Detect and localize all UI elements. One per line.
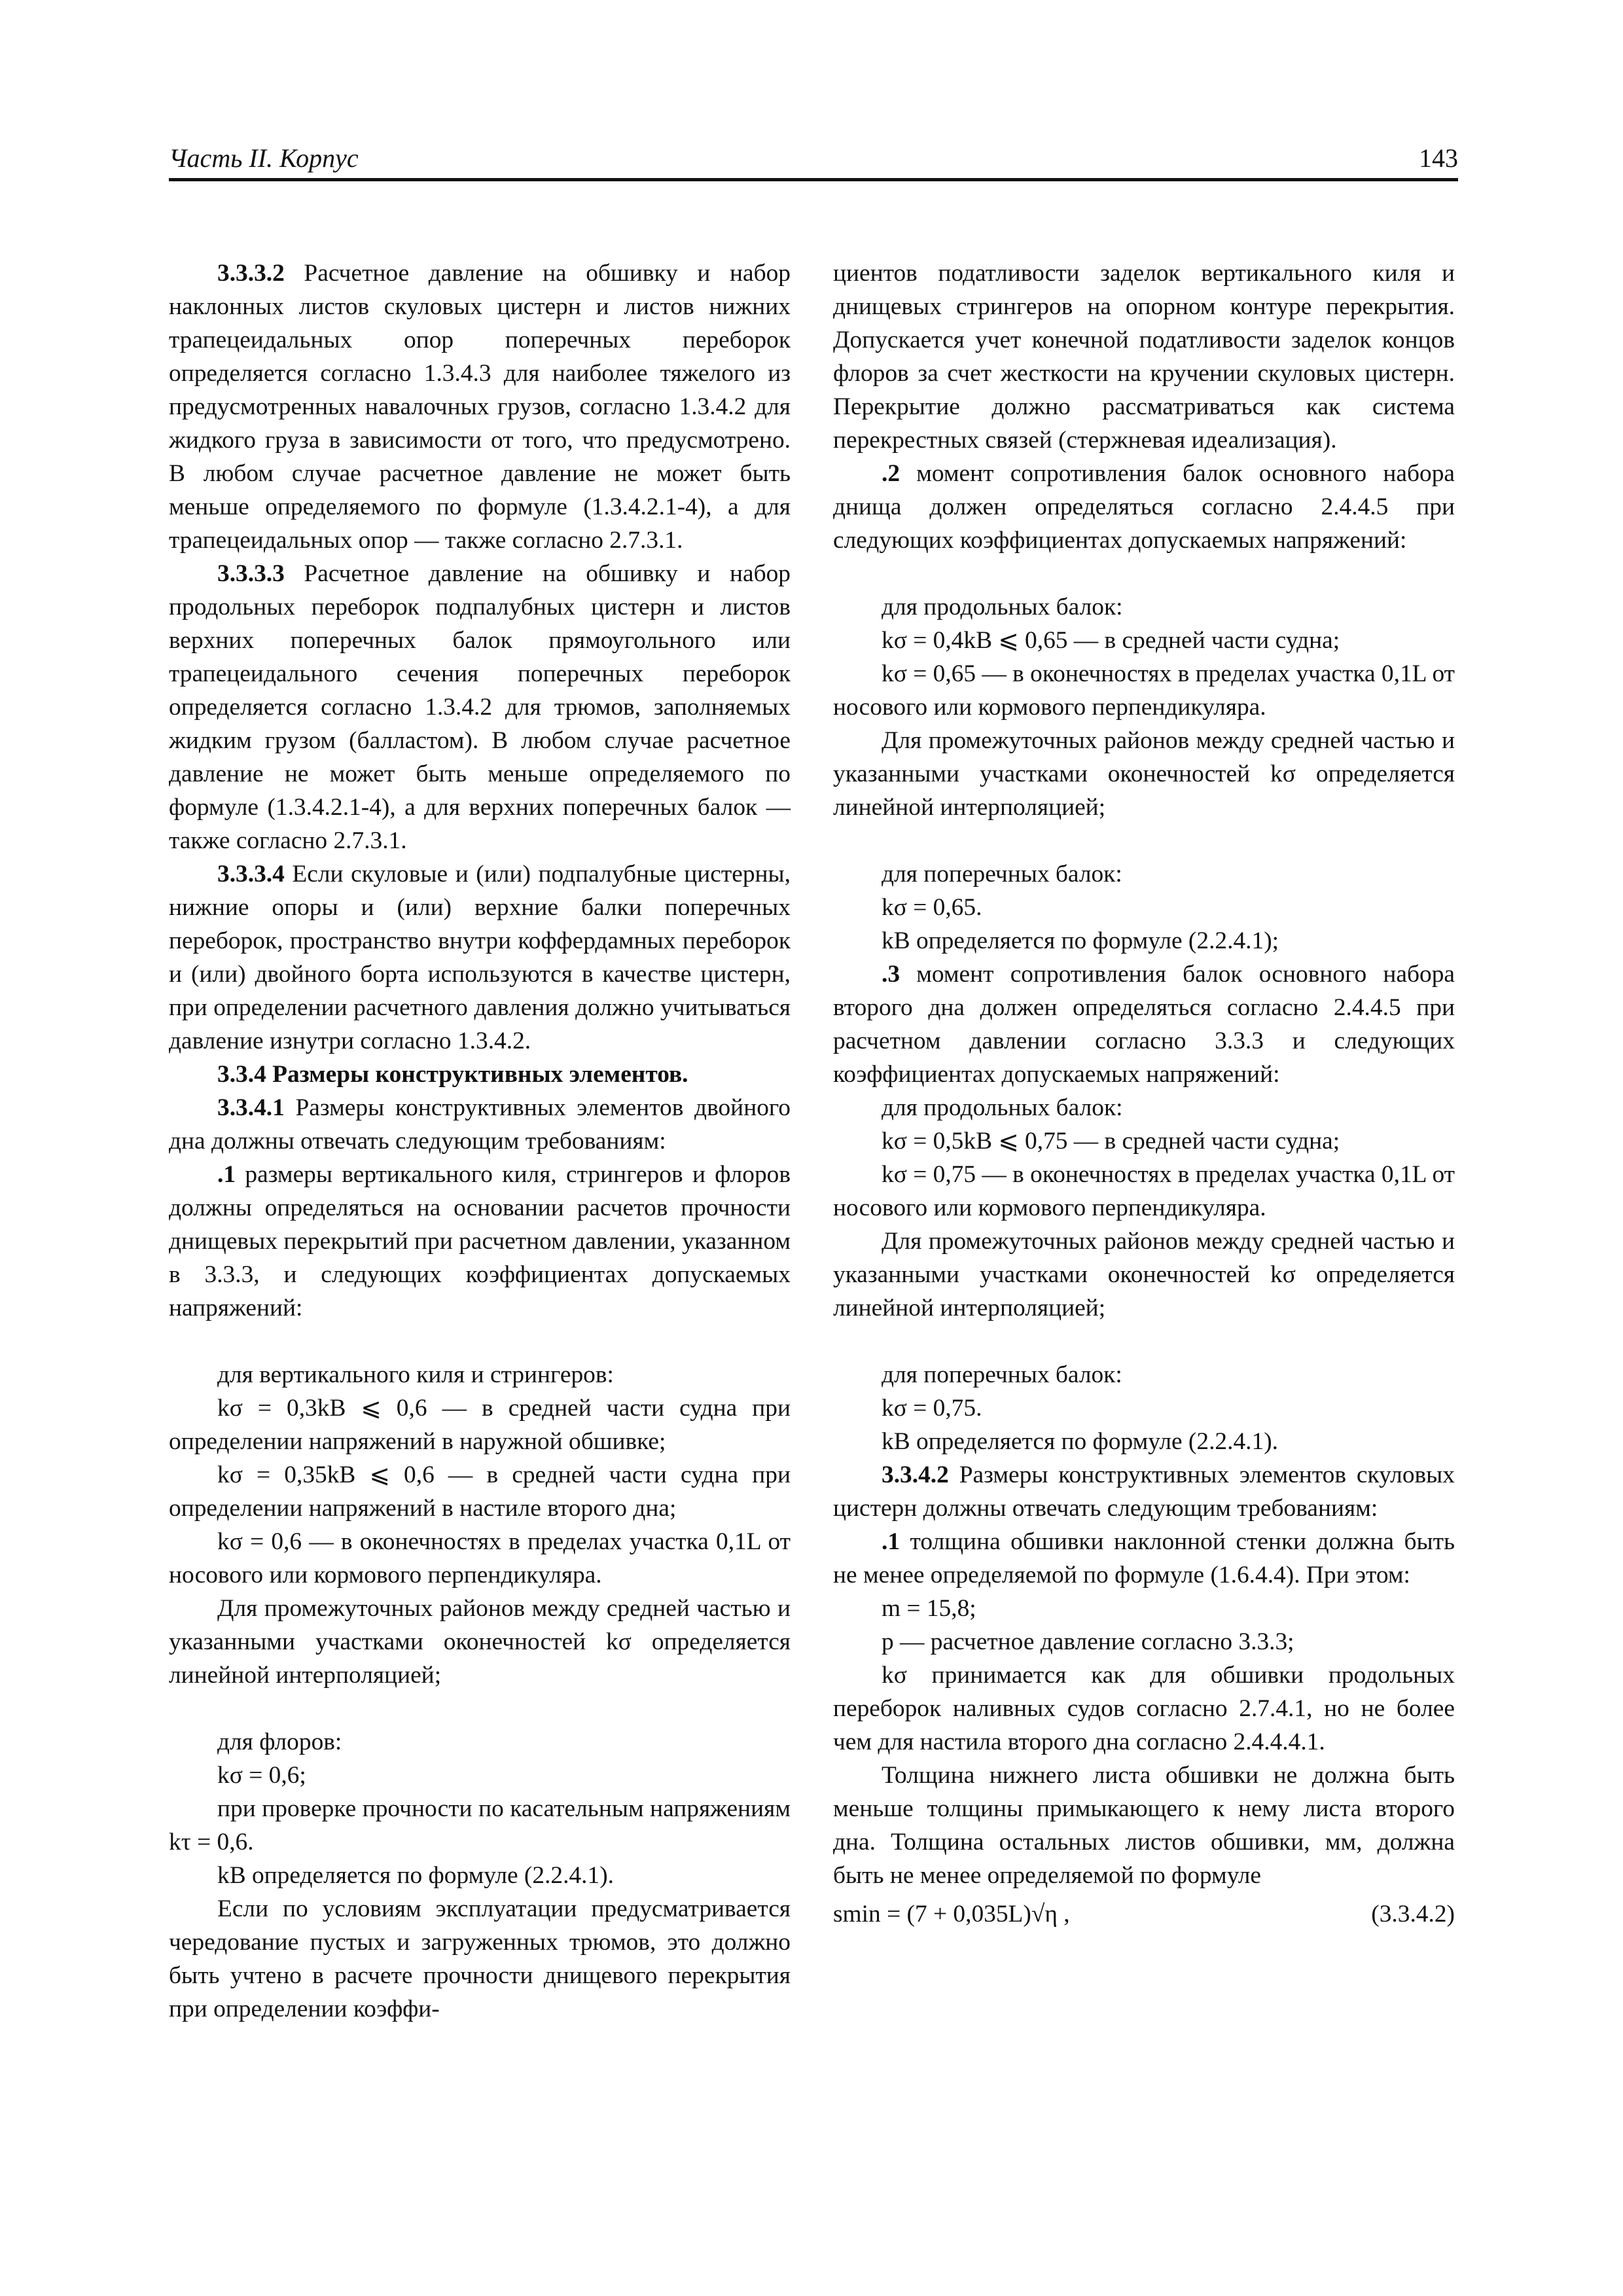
- paragraph-text: Для промежуточных районов между средней частью и указанными участками оконечностей kσ определяется линейной интерполяцией;: [833, 727, 1455, 821]
- paragraph: [169, 1792, 791, 1859]
- paragraph: [169, 1091, 791, 1158]
- formula-expression: smin = (7 + 0,035L)√η ,: [833, 1901, 1070, 1928]
- paragraph-text: kσ = 0,75 — в оконечностях в пределах участка 0,1L от носового или кормового перпендикуляра.: [833, 1161, 1455, 1221]
- paragraph: [169, 257, 791, 557]
- paragraph-text: Размеры конструктивных элементов скуловых цистерн должны отвечать следующим требованиям:: [833, 1462, 1455, 1522]
- section-number: .1: [882, 1528, 901, 1555]
- paragraph: [833, 924, 1455, 958]
- paragraph: [833, 1525, 1455, 1592]
- paragraph-text: kσ = 0,75.: [882, 1395, 982, 1422]
- section-number: 3.3.3.3: [217, 560, 285, 587]
- right-column: [833, 257, 1455, 1938]
- header-rule: [169, 178, 1458, 181]
- paragraph: [833, 958, 1455, 1091]
- paragraph-text: kσ = 0,3kB ⩽ 0,6 — в средней части судна при определении напряжений в наружной обшивке;: [169, 1395, 791, 1455]
- paragraph: [169, 1592, 791, 1692]
- paragraph: [833, 457, 1455, 557]
- paragraph: [833, 1358, 1455, 1391]
- paragraph-text: Для промежуточных районов между средней частью и указанными участками оконечностей kσ определяется линейной интерполяцией;: [169, 1595, 791, 1689]
- paragraph-text: циентов податливости заделок вертикального киля и днищевых стрингеров на опорном контуре перекрытия. Допускается учет конечной податливости заделок концов флоров за счет жесткости на кручении скуловых цистерн. Перекрытие должно рассматриваться как система перекрестных связей (стержневая идеализация).: [833, 260, 1455, 454]
- section-number: 3.3.4 Размеры конструктивных элементов.: [217, 1061, 688, 1088]
- paragraph-text: момент сопротивления балок основного набора второго дна должен определяться согласно 2.4.4.5 при расчетном давлении согласно 3.3.3 и следующих коэффициентах допускаемых напряжений:: [833, 961, 1455, 1088]
- paragraph: [833, 624, 1455, 657]
- paragraph: [169, 1725, 791, 1759]
- paragraph-gap: [169, 1692, 791, 1725]
- paragraph-text: kσ = 0,35kB ⩽ 0,6 — в средней части судна при определении напряжений в настиле второго дна;: [169, 1462, 791, 1522]
- paragraph: [833, 1592, 1455, 1625]
- paragraph-text: для поперечных балок:: [882, 1361, 1122, 1388]
- paragraph: [169, 557, 791, 857]
- paragraph-text: kσ принимается как для обшивки продольных переборок наливных судов согласно 2.7.4.1, но не более чем для настила второго дна согласно 2.4.4.4.1.: [833, 1662, 1455, 1755]
- section-number: 3.3.3.4: [217, 861, 285, 888]
- paragraph-text: kB определяется по формуле (2.2.4.1);: [882, 927, 1279, 954]
- paragraph-gap: [833, 824, 1455, 857]
- paragraph: [833, 1391, 1455, 1425]
- paragraph: [833, 1759, 1455, 1892]
- paragraph-text: толщина обшивки наклонной стенки должна быть не менее определяемой по формуле (1.6.4.4). При этом:: [833, 1528, 1455, 1588]
- paragraph: [169, 1892, 791, 2026]
- formula-number: (3.3.4.2): [1371, 1901, 1455, 1928]
- paragraph-text: kB определяется по формуле (2.2.4.1).: [882, 1428, 1278, 1455]
- paragraph-text: Если скуловые и (или) подпалубные цистерны, нижние опоры и (или) верхние балки поперечных переборок, пространство внутри коффердамных переборок и (или) двойного борта используются в качестве цистерн, при определении расчетного давления должно учитываться давление изнутри согласно 1.3.4.2.: [169, 861, 791, 1054]
- paragraph-text: Расчетное давление на обшивку и набор продольных переборок подпалубных цистерн и листов верхних поперечных балок прямоугольного или трапецеидального сечения поперечных переборок определяется согласно 1.3.4.2 для трюмов, заполняемых жидким грузом (балластом). В любом случае расчетное давление не может быть меньше определяемого по формуле (1.3.4.2.1-4), а для верхних поперечных балок — также согласно 2.7.3.1.: [169, 560, 791, 854]
- paragraph-text: для вертикального киля и стрингеров:: [217, 1361, 614, 1388]
- paragraph-text: Толщина нижнего листа обшивки не должна быть меньше толщины примыкающего к нему листа второго дна. Толщина остальных листов обшивки, мм, должна быть не менее определяемой по формуле: [833, 1762, 1455, 1889]
- paragraph-text: размеры вертикального киля, стрингеров и флоров должны определяться на основании расчетов прочности днищевых перекрытий при расчетном давлении, указанном в 3.3.3, и следующих коэффициентах допускаемых напряжений:: [169, 1161, 791, 1321]
- paragraph: [833, 1124, 1455, 1158]
- paragraph-text: Если по условиям эксплуатации предусматривается чередование пустых и загруженных трюмов, это должно быть учтено в расчете прочности днищевого перекрытия при определении коэффи-: [169, 1895, 791, 2022]
- paragraph-text: Для промежуточных районов между средней частью и указанными участками оконечностей kσ определяется линейной интерполяцией;: [833, 1228, 1455, 1321]
- paragraph-text: kσ = 0,65.: [882, 894, 982, 921]
- section-number: 3.3.3.2: [217, 260, 285, 287]
- section-number: 3.3.4.2: [882, 1462, 949, 1488]
- paragraph: [833, 590, 1455, 624]
- section-number: .2: [882, 460, 901, 487]
- paragraph-gap: [833, 557, 1455, 590]
- paragraph: [169, 1158, 791, 1325]
- paragraph: [833, 1425, 1455, 1458]
- section-number: .1: [217, 1161, 236, 1188]
- paragraph: [833, 1225, 1455, 1325]
- section-number: 3.3.4.1: [217, 1094, 285, 1121]
- paragraph-text: для продольных балок:: [882, 1094, 1123, 1121]
- paragraph-text: p — расчетное давление согласно 3.3.3;: [882, 1628, 1294, 1655]
- left-column: [169, 257, 791, 2026]
- paragraph: [169, 1358, 791, 1391]
- paragraph: [169, 1058, 791, 1091]
- paragraph: [833, 1625, 1455, 1659]
- paragraph: [833, 657, 1455, 724]
- paragraph: [833, 1091, 1455, 1124]
- section-number: .3: [882, 961, 901, 988]
- paragraph: [169, 1458, 791, 1525]
- paragraph-gap: [833, 1325, 1455, 1358]
- paragraph-gap: [169, 1325, 791, 1358]
- paragraph: [833, 1659, 1455, 1759]
- formula-3-3-4-2: [833, 1897, 1455, 1938]
- paragraph: [833, 857, 1455, 891]
- page-number: 143: [1419, 143, 1458, 173]
- running-title: Часть II. Корпус: [169, 143, 359, 173]
- paragraph: [833, 891, 1455, 924]
- paragraph: [833, 1458, 1455, 1525]
- paragraph-text: kσ = 0,6;: [217, 1762, 306, 1789]
- paragraph-text: kσ = 0,4kB ⩽ 0,65 — в средней части судна;: [882, 627, 1340, 654]
- paragraph: [169, 857, 791, 1058]
- paragraph-text: m = 15,8;: [882, 1595, 976, 1622]
- paragraph-text: Размеры конструктивных элементов двойного дна должны отвечать следующим требованиям:: [169, 1094, 791, 1155]
- paragraph-text: для поперечных балок:: [882, 861, 1122, 888]
- paragraph: [169, 1525, 791, 1592]
- paragraph-text: kB определяется по формуле (2.2.4.1).: [217, 1862, 614, 1889]
- paragraph-text: при проверке прочности по касательным напряжениям kτ = 0,6.: [169, 1795, 791, 1856]
- paragraph: [169, 1391, 791, 1458]
- paragraph-text: для продольных балок:: [882, 594, 1123, 620]
- paragraph: [833, 724, 1455, 824]
- paragraph-text: Расчетное давление на обшивку и набор наклонных листов скуловых цистерн и листов нижних трапецеидальных опор поперечных переборок определяется согласно 1.3.4.3 для наиболее тяжелого из предусмотренных навалочных грузов, согласно 1.3.4.2 для жидкого груза в зависимости от того, что предусмотрено. В любом случае расчетное давление не может быть меньше определяемого по формуле (1.3.4.2.1-4), а для трапецеидальных опор — также согласно 2.7.3.1.: [169, 260, 791, 554]
- paragraph-text: kσ = 0,65 — в оконечностях в пределах участка 0,1L от носового или кормового перпендикуляра.: [833, 660, 1455, 721]
- paragraph: [833, 257, 1455, 457]
- paragraph-text: для флоров:: [217, 1729, 342, 1755]
- paragraph-text: момент сопротивления балок основного набора днища должен определяться согласно 2.4.4.5 при следующих коэффициентах допускаемых напряжений:: [833, 460, 1455, 554]
- paragraph-text: kσ = 0,5kB ⩽ 0,75 — в средней части судна;: [882, 1128, 1340, 1155]
- paragraph-text: kσ = 0,6 — в оконечностях в пределах участка 0,1L от носового или кормового перпендикуляра.: [169, 1528, 791, 1588]
- paragraph: [169, 1759, 791, 1792]
- paragraph: [833, 1158, 1455, 1225]
- paragraph: [169, 1859, 791, 1892]
